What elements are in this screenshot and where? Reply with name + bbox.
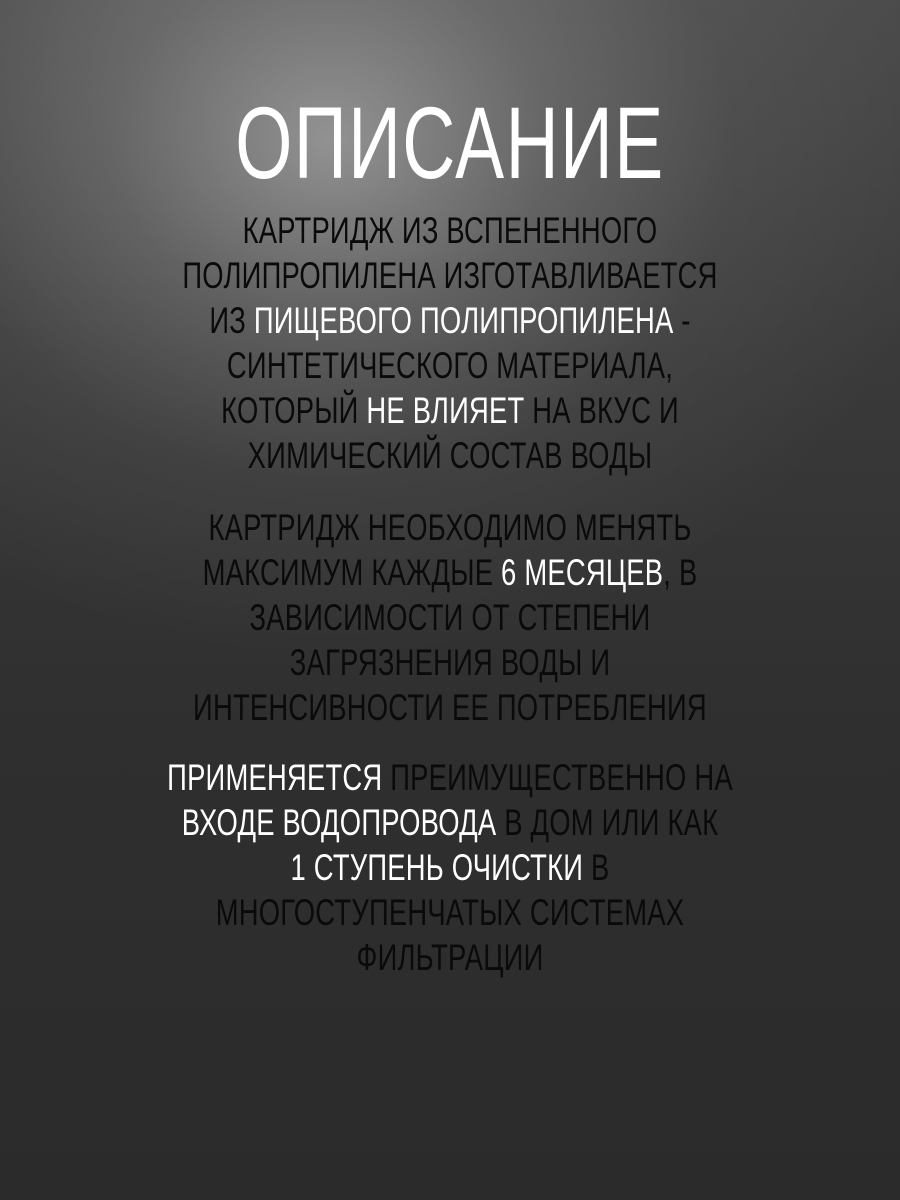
text-line: [117, 890, 783, 935]
paragraph-material: [117, 208, 783, 478]
text-line: [117, 755, 783, 800]
body-text: КАРТРИДЖ НЕОБХОДИМО МЕНЯТЬ: [208, 507, 692, 548]
text-line: [117, 208, 783, 253]
paragraph-replacement: [117, 505, 783, 730]
text-line: [117, 298, 783, 343]
body-text: МНОГОСТУПЕНЧАТЫХ СИСТЕМАХ: [215, 892, 685, 933]
body-text: ПОЛИПРОПИЛЕНА ИЗГОТАВЛИВАЕТСЯ: [182, 255, 718, 296]
body-text: ИЗ: [209, 300, 254, 341]
highlighted-text: ВХОДЕ ВОДОПРОВОДА: [181, 802, 497, 843]
text-line: [117, 253, 783, 298]
text-line: [117, 550, 783, 595]
text-line: [117, 595, 783, 640]
text-line: [117, 343, 783, 388]
body-text: В: [583, 847, 610, 888]
page-title: ОПИСАНИЕ: [235, 86, 665, 200]
highlighted-text: НЕ ВЛИЯЕТ: [366, 390, 525, 431]
text-line: [117, 800, 783, 845]
body-text: КОТОРЫЙ: [221, 390, 367, 431]
body-text: МАКСИМУМ КАЖДЫЕ: [202, 552, 502, 593]
text-line: [117, 845, 783, 890]
text-line: [117, 685, 783, 730]
text-line: [117, 433, 783, 478]
body-text: ИНТЕНСИВНОСТИ ЕЕ ПОТРЕБЛЕНИЯ: [193, 687, 707, 728]
body-text: НА ВКУС И: [524, 390, 679, 431]
body-text: ПРЕИМУЩЕСТВЕННО НА: [382, 757, 733, 798]
highlighted-text: ПРИМЕНЯЕТСЯ: [167, 757, 383, 798]
body-text: КАРТРИДЖ ИЗ ВСПЕНЕННОГО: [242, 210, 658, 251]
body-text: ЗАВИСИМОСТИ ОТ СТЕПЕНИ: [249, 597, 651, 638]
body-text: СИНТЕТИЧЕСКОГО МАТЕРИАЛА,: [226, 345, 674, 386]
body-text: В ДОМ ИЛИ КАК: [496, 802, 719, 843]
body-text: -: [673, 300, 691, 341]
highlighted-text: 1 СТУПЕНЬ ОЧИСТКИ: [290, 847, 584, 888]
body-text: , В: [663, 552, 698, 593]
text-line: [117, 505, 783, 550]
paragraph-usage: [117, 755, 783, 980]
highlighted-text: ПИЩЕВОГО ПОЛИПРОПИЛЕНА: [253, 300, 674, 341]
body-text: ЗАГРЯЗНЕНИЯ ВОДЫ И: [289, 642, 611, 683]
text-line: [117, 935, 783, 980]
body-text: ХИМИЧЕСКИЙ СОСТАВ ВОДЫ: [247, 435, 653, 476]
text-line: [117, 388, 783, 433]
text-line: [117, 640, 783, 685]
body-text: ФИЛЬТРАЦИИ: [356, 937, 544, 978]
highlighted-text: 6 МЕСЯЦЕВ: [501, 552, 664, 593]
